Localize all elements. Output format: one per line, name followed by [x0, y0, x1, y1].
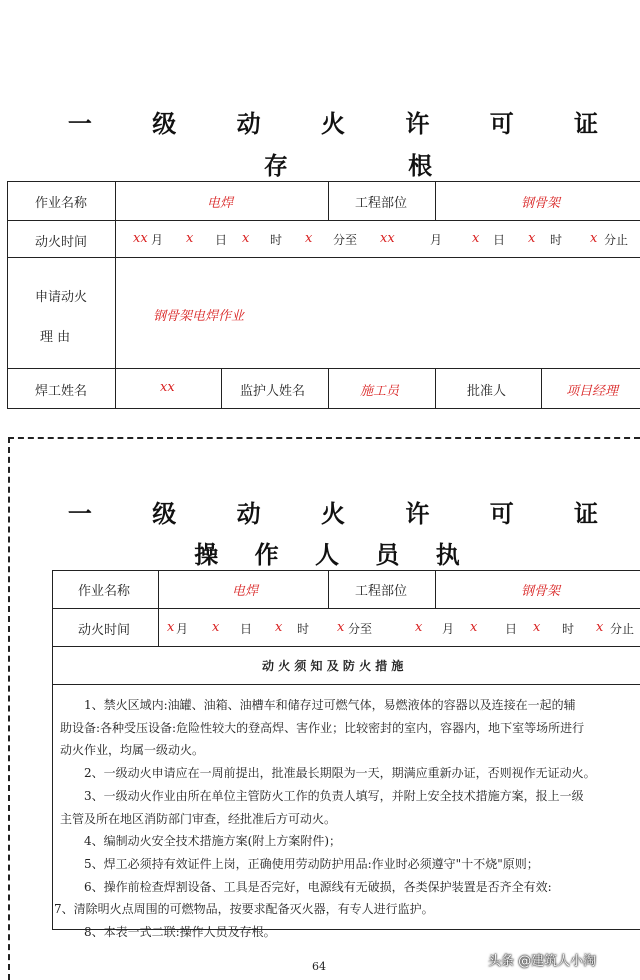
stub-welder-label: 焊工姓名 [35, 384, 88, 399]
stub-table [7, 181, 640, 409]
stub-row-divider [7, 257, 640, 258]
stub-project-part-label: 工程部位 [355, 196, 408, 211]
watermark: 头条 @建筑人小淘 [488, 954, 597, 969]
stub-job-name-label: 作业名称 [35, 196, 88, 211]
operator-section-heading: 动 火 须 知 及 防 火 措 施 [262, 659, 404, 673]
operator-project-part-label: 工程部位 [355, 584, 408, 599]
stub-fire-time-label: 动火时间 [35, 235, 88, 250]
stub-approver-value: 项目经理 [566, 384, 619, 399]
note-line: 8、本表一式二联:操作人员及存根。 [60, 925, 276, 940]
stub-minute-value: x [305, 231, 313, 246]
operator-project-part-value: 钢骨架 [521, 584, 561, 599]
stub-row-divider [7, 220, 640, 221]
stub-day-value: x [186, 231, 194, 246]
stub-col-divider [115, 181, 116, 408]
operator-fire-time-label: 动火时间 [78, 623, 131, 638]
stub-row-divider [7, 368, 640, 369]
stub-project-part-value: 钢骨架 [521, 196, 561, 211]
stub-month2-unit: 月 [430, 233, 443, 247]
operator-day2-value: x [470, 620, 478, 635]
operator-job-name-value: 电焊 [232, 584, 259, 599]
stub-day2-value: x [472, 231, 480, 246]
fire-safety-notes [54, 694, 640, 944]
operator-minute2-value: x [596, 620, 604, 635]
operator-col-divider [435, 570, 436, 608]
cut-line-horizontal [8, 437, 640, 439]
stub-to-unit: 分至 [333, 233, 358, 247]
stub-month2-value: xx [380, 231, 395, 246]
stub-subtitle: 存 根 [263, 152, 489, 180]
stub-hour-value: x [242, 231, 250, 246]
stub-title: 一 级 动 火 许 可 证 [67, 110, 625, 138]
stub-col-divider [221, 368, 222, 408]
note-line: 主管及所在地区消防部门审查，经批准后方可动火。 [60, 811, 337, 826]
stub-hour-unit: 时 [270, 233, 283, 247]
note-line: 3、一级动火作业由所在单位主管防火工作的负责人填写，并附上安全技术措施方案，报上一级 [60, 788, 584, 803]
operator-minute-value: x [337, 620, 345, 635]
stub-col-divider [541, 368, 542, 408]
operator-hour-unit: 时 [297, 622, 310, 636]
stub-guardian-value: 施工员 [360, 384, 400, 399]
stub-col-divider [435, 181, 436, 220]
operator-day-unit: 日 [240, 622, 253, 636]
operator-col-divider [328, 570, 329, 608]
page-number: 64 [312, 960, 326, 973]
stub-end-unit: 分止 [604, 233, 629, 247]
operator-end-unit: 分止 [610, 622, 635, 636]
operator-month-unit: 月 [176, 622, 189, 636]
stub-hour2-unit: 时 [550, 233, 563, 247]
stub-day2-unit: 日 [493, 233, 506, 247]
operator-hour2-unit: 时 [562, 622, 575, 636]
stub-col-divider [435, 368, 436, 408]
operator-to-unit: 分至 [348, 622, 373, 636]
stub-job-name-value: 电焊 [207, 196, 234, 211]
operator-day-value: x [212, 620, 220, 635]
stub-reason-label: 申请动火 [35, 290, 88, 305]
operator-hour-value: x [275, 620, 283, 635]
operator-title: 一 级 动 火 许 可 证 [67, 500, 625, 528]
stub-hour2-value: x [528, 231, 536, 246]
stub-approver-label: 批准人 [467, 384, 507, 399]
note-line: 5、焊工必须持有效证件上岗，正确使用劳动防护用品:作业时必须遵守"十不烧"原则； [60, 856, 539, 871]
note-line: 6、操作前检查焊割设备、工具是否完好，电源线有无破损，各类保护装置是否齐全有效: [60, 879, 552, 894]
stub-welder-value: xx [160, 380, 175, 395]
note-line: 7、清除明火点周围的可燃物品，按要求配备灭火器，有专人进行监护。 [54, 902, 434, 917]
stub-col-divider [328, 368, 329, 408]
operator-month2-value: x [415, 620, 423, 635]
operator-month2-unit: 月 [442, 622, 455, 636]
operator-row-divider [52, 646, 640, 647]
operator-month-value: x [167, 620, 175, 635]
stub-guardian-label: 监护人姓名 [240, 384, 306, 399]
note-line: 1、禁火区域内:油罐、油箱、油槽车和储存过可燃气体，易燃液体的容器以及连接在一起的辅 [60, 698, 576, 712]
note-line: 2、一级动火申请应在一周前提出，批准最长期限为一天，期满应重新办证，否则视作无证动火。 [60, 766, 596, 781]
operator-day2-unit: 日 [505, 622, 518, 636]
stub-month-unit: 月 [151, 233, 164, 247]
operator-hour2-value: x [533, 620, 541, 635]
operator-col-divider [158, 570, 159, 646]
stub-minute2-value: x [590, 231, 598, 246]
stub-reason-label-2: 理 由 [40, 330, 71, 345]
note-line: 助设备:各种受压设备:危险性较大的登高焊、害作业；比较密封的室内，容器内，地下室等场所进行 [60, 720, 585, 735]
stub-reason-value: 钢骨架电焊作业 [153, 309, 245, 324]
stub-col-divider [328, 181, 329, 220]
operator-job-name-label: 作业名称 [78, 584, 131, 599]
note-line: 4、编制动火安全技术措施方案(附上方案附件)； [60, 834, 342, 849]
operator-row-divider [52, 684, 640, 685]
operator-row-divider [52, 608, 640, 609]
stub-month-value: xx [133, 231, 148, 246]
stub-day-unit: 日 [215, 233, 228, 247]
note-line: 动火作业，均属一级动火。 [60, 743, 205, 758]
operator-subtitle: 操 作 人 员 执 [194, 541, 474, 569]
